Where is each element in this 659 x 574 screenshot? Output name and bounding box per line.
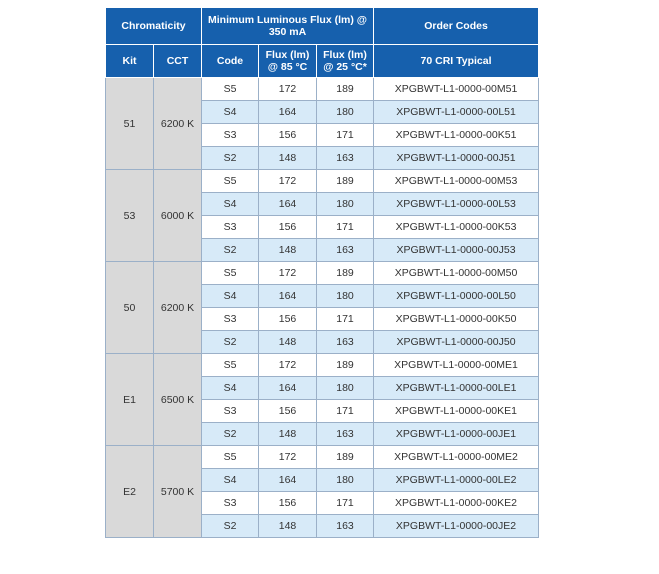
order-code-cell: XPGBWT-L1-0000-00M51 [374, 78, 539, 101]
header-code: Code [202, 45, 259, 78]
code-cell: S4 [202, 377, 259, 400]
cct-cell: 5700 K [154, 446, 202, 538]
flux-85-cell: 156 [259, 308, 317, 331]
flux-25-cell: 180 [317, 193, 374, 216]
flux-25-cell: 171 [317, 124, 374, 147]
flux-85-cell: 172 [259, 354, 317, 377]
code-cell: S2 [202, 331, 259, 354]
header-order-codes: Order Codes [374, 8, 539, 45]
kit-cell: 50 [106, 262, 154, 354]
flux-order-table [105, 7, 539, 538]
flux-25-cell: 163 [317, 331, 374, 354]
order-code-cell: XPGBWT-L1-0000-00L50 [374, 285, 539, 308]
order-code-cell: XPGBWT-L1-0000-00L51 [374, 101, 539, 124]
code-cell: S3 [202, 492, 259, 515]
flux-85-cell: 148 [259, 423, 317, 446]
flux-85-cell: 156 [259, 400, 317, 423]
code-cell: S3 [202, 124, 259, 147]
code-cell: S3 [202, 400, 259, 423]
code-cell: S5 [202, 446, 259, 469]
flux-85-cell: 148 [259, 331, 317, 354]
order-code-cell: XPGBWT-L1-0000-00K50 [374, 308, 539, 331]
flux-25-cell: 189 [317, 354, 374, 377]
kit-cell: E1 [106, 354, 154, 446]
flux-85-cell: 164 [259, 101, 317, 124]
order-code-cell: XPGBWT-L1-0000-00K53 [374, 216, 539, 239]
kit-cell: 51 [106, 78, 154, 170]
flux-25-cell: 163 [317, 515, 374, 538]
flux-25-cell: 171 [317, 400, 374, 423]
header-chromaticity: Chromaticity [106, 8, 202, 45]
order-code-cell: XPGBWT-L1-0000-00JE1 [374, 423, 539, 446]
flux-85-cell: 156 [259, 492, 317, 515]
header-cri: 70 CRI Typical [374, 45, 539, 78]
order-code-cell: XPGBWT-L1-0000-00KE2 [374, 492, 539, 515]
cct-cell: 6200 K [154, 262, 202, 354]
flux-25-cell: 163 [317, 239, 374, 262]
code-cell: S2 [202, 147, 259, 170]
order-code-cell: XPGBWT-L1-0000-00KE1 [374, 400, 539, 423]
flux-25-cell: 163 [317, 423, 374, 446]
flux-85-cell: 164 [259, 193, 317, 216]
code-cell: S2 [202, 515, 259, 538]
cct-cell: 6000 K [154, 170, 202, 262]
table-row [106, 446, 539, 469]
flux-25-cell: 171 [317, 492, 374, 515]
flux-25-cell: 180 [317, 469, 374, 492]
order-code-cell: XPGBWT-L1-0000-00J50 [374, 331, 539, 354]
flux-85-cell: 156 [259, 124, 317, 147]
flux-85-cell: 172 [259, 78, 317, 101]
flux-25-cell: 189 [317, 78, 374, 101]
flux-85-cell: 172 [259, 262, 317, 285]
order-code-cell: XPGBWT-L1-0000-00L53 [374, 193, 539, 216]
code-cell: S3 [202, 216, 259, 239]
table-row [106, 170, 539, 193]
order-code-cell: XPGBWT-L1-0000-00LE1 [374, 377, 539, 400]
table-row [106, 78, 539, 101]
order-code-cell: XPGBWT-L1-0000-00M53 [374, 170, 539, 193]
flux-85-cell: 148 [259, 515, 317, 538]
kit-cell: E2 [106, 446, 154, 538]
header-flux-25: Flux (lm) @ 25 °C* [317, 45, 374, 78]
flux-25-cell: 171 [317, 216, 374, 239]
flux-85-cell: 172 [259, 170, 317, 193]
header-kit: Kit [106, 45, 154, 78]
flux-25-cell: 189 [317, 262, 374, 285]
cct-cell: 6500 K [154, 354, 202, 446]
flux-25-cell: 180 [317, 101, 374, 124]
order-code-cell: XPGBWT-L1-0000-00J53 [374, 239, 539, 262]
flux-85-cell: 148 [259, 147, 317, 170]
flux-85-cell: 148 [259, 239, 317, 262]
flux-85-cell: 172 [259, 446, 317, 469]
code-cell: S3 [202, 308, 259, 331]
header-flux-85: Flux (lm) @ 85 °C [259, 45, 317, 78]
flux-25-cell: 163 [317, 147, 374, 170]
header-min-flux: Minimum Luminous Flux (lm) @ 350 mA [202, 8, 374, 45]
flux-25-cell: 189 [317, 170, 374, 193]
order-code-cell: XPGBWT-L1-0000-00LE2 [374, 469, 539, 492]
code-cell: S4 [202, 285, 259, 308]
order-code-cell: XPGBWT-L1-0000-00K51 [374, 124, 539, 147]
order-code-cell: XPGBWT-L1-0000-00ME1 [374, 354, 539, 377]
code-cell: S4 [202, 101, 259, 124]
flux-85-cell: 164 [259, 469, 317, 492]
order-code-cell: XPGBWT-L1-0000-00JE2 [374, 515, 539, 538]
table-row [106, 354, 539, 377]
cct-cell: 6200 K [154, 78, 202, 170]
kit-cell: 53 [106, 170, 154, 262]
order-code-cell: XPGBWT-L1-0000-00ME2 [374, 446, 539, 469]
code-cell: S4 [202, 469, 259, 492]
header-cct: CCT [154, 45, 202, 78]
code-cell: S2 [202, 239, 259, 262]
flux-85-cell: 156 [259, 216, 317, 239]
flux-25-cell: 180 [317, 285, 374, 308]
flux-25-cell: 171 [317, 308, 374, 331]
code-cell: S5 [202, 262, 259, 285]
order-code-cell: XPGBWT-L1-0000-00M50 [374, 262, 539, 285]
flux-85-cell: 164 [259, 377, 317, 400]
code-cell: S4 [202, 193, 259, 216]
order-code-cell: XPGBWT-L1-0000-00J51 [374, 147, 539, 170]
code-cell: S5 [202, 78, 259, 101]
code-cell: S2 [202, 423, 259, 446]
code-cell: S5 [202, 170, 259, 193]
code-cell: S5 [202, 354, 259, 377]
table-body [106, 78, 539, 538]
flux-25-cell: 180 [317, 377, 374, 400]
flux-25-cell: 189 [317, 446, 374, 469]
flux-85-cell: 164 [259, 285, 317, 308]
table-row [106, 262, 539, 285]
